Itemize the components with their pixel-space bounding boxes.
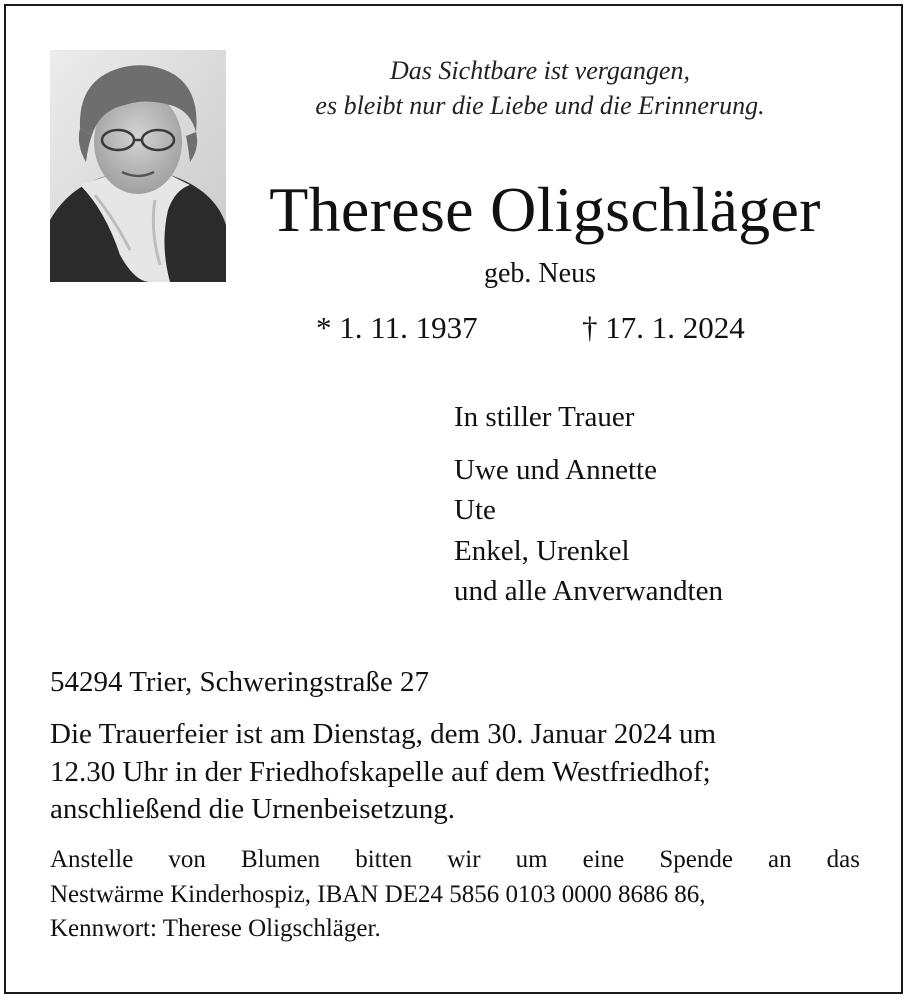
service-line: Die Trauerfeier ist am Dienstag, dem 30. Januar 2024 um — [50, 718, 717, 750]
birth-date: * 1. 11. 1937 — [316, 310, 478, 345]
service-info — [50, 716, 860, 829]
donation-info — [50, 843, 860, 947]
portrait-photo — [50, 50, 226, 282]
mourner-name: Ute — [454, 494, 496, 526]
donation-line: Anstelle von Blumen bitten wir um eine Spende an das — [50, 846, 860, 873]
donation-line: Kennwort: Therese Oligschläger. — [50, 915, 381, 942]
mourner-name: und alle Anverwandten — [454, 575, 723, 607]
death-date: † 17. 1. 2024 — [582, 310, 745, 345]
mourning-intro: In stiller Trauer — [454, 401, 635, 433]
mourner-name: Uwe und Annette — [454, 454, 657, 486]
quote-line-2: es bleibt nur die Liebe und die Erinnerung. — [315, 91, 765, 120]
service-line: anschließend die Urnenbeisetzung. — [50, 793, 456, 825]
mourner-name: Enkel, Urenkel — [454, 535, 630, 567]
maiden-name: geb. Neus — [484, 258, 596, 289]
quote-line-1: Das Sichtbare ist vergangen, — [390, 56, 690, 85]
donation-line: Nestwärme Kinderhospiz, IBAN DE24 5856 0103 0000 8686 86, — [50, 880, 706, 908]
family-address: 54294 Trier, Schweringstraße 27 — [50, 666, 430, 698]
deceased-name: Therese Oligschläger — [269, 174, 821, 245]
service-line: 12.30 Uhr in der Friedhofskapelle auf dem Westfriedhof; — [50, 755, 711, 788]
